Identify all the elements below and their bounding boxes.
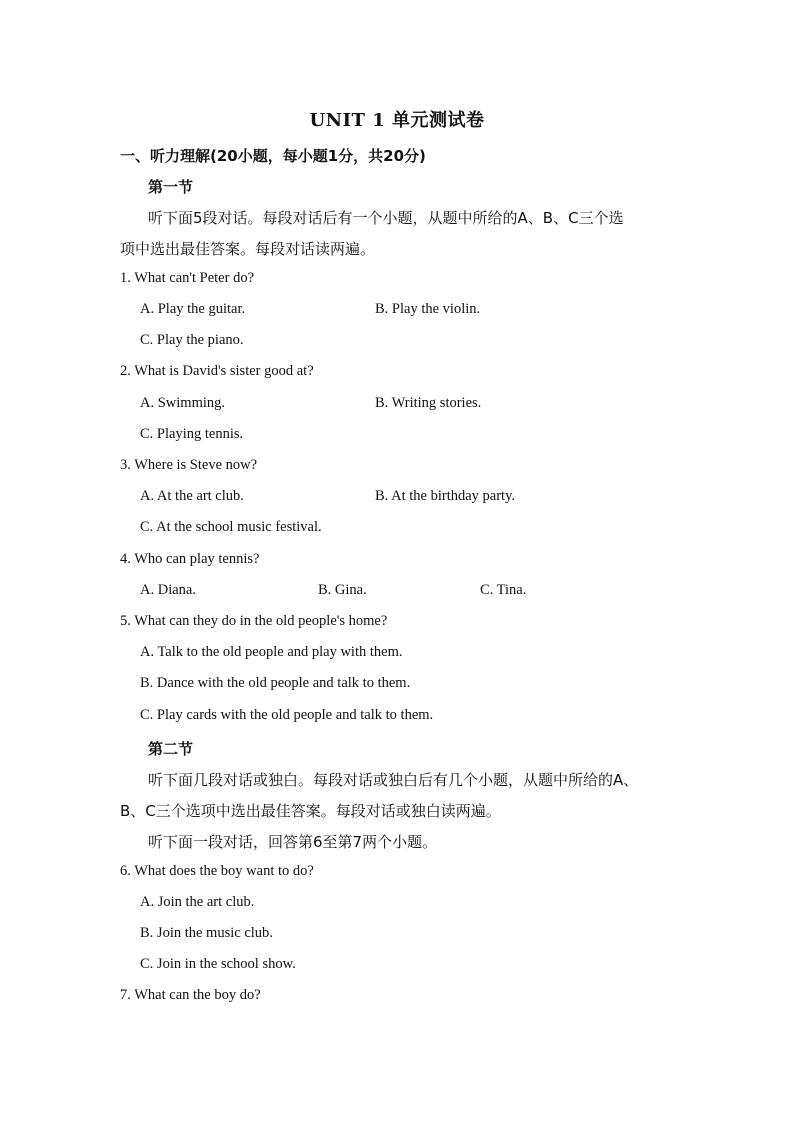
section1-heading: 第一节 <box>148 178 194 196</box>
q1-option-b: B. Play the violin. <box>375 301 481 317</box>
section1-instruction-line2: 项中选出最佳答案。每段对话读两遍。 <box>120 240 376 258</box>
section1-instruction-line1: 听下面5段对话。每段对话后有一个小题，从题中所给的A、B、C三个选 <box>148 209 624 227</box>
q2-option-a: A. Swimming. <box>140 395 225 411</box>
q6-option-b: B. Join the music club. <box>140 925 273 941</box>
q2-option-b: B. Writing stories. <box>375 395 482 411</box>
question-2: 2. What is David's sister good at? <box>120 363 314 379</box>
q4-option-b: B. Gina. <box>318 582 367 598</box>
page-title: UNIT 1 单元测试卷 <box>309 110 485 131</box>
section2-sub-instruction: 听下面一段对话，回答第6至第7两个小题。 <box>148 833 438 851</box>
section2-instruction-line1: 听下面几段对话或独白。每段对话或独白后有几个小题，从题中所给的A、 <box>148 771 639 789</box>
question-5: 5. What can they do in the old people's home? <box>120 613 388 629</box>
q4-option-a: A. Diana. <box>140 582 196 598</box>
q3-option-b: B. At the birthday party. <box>375 488 516 504</box>
q1-option-c: C. Play the piano. <box>140 332 244 348</box>
q4-option-c: C. Tina. <box>480 582 527 598</box>
q5-option-a: A. Talk to the old people and play with them. <box>140 644 403 660</box>
q6-option-a: A. Join the art club. <box>140 894 255 910</box>
section2-heading: 第二节 <box>148 740 194 758</box>
question-6: 6. What does the boy want to do? <box>120 863 314 879</box>
question-7: 7. What can the boy do? <box>120 987 261 1003</box>
q3-option-c: C. At the school music festival. <box>140 519 322 535</box>
question-3: 3. Where is Steve now? <box>120 457 258 473</box>
q3-option-a: A. At the art club. <box>140 488 244 504</box>
question-4: 4. Who can play tennis? <box>120 551 260 567</box>
question-1: 1. What can't Peter do? <box>120 270 255 286</box>
q2-option-c: C. Playing tennis. <box>140 426 244 442</box>
q5-option-b: B. Dance with the old people and talk to them. <box>140 675 411 691</box>
q5-option-c: C. Play cards with the old people and talk to them. <box>140 707 434 723</box>
q6-option-c: C. Join in the school show. <box>140 956 296 972</box>
q1-option-a: A. Play the guitar. <box>140 301 246 317</box>
part1-heading: 一、听力理解(20小题，每小题1分，共20分) <box>120 147 426 165</box>
section2-instruction-line2: B、C三个选项中选出最佳答案。每段对话或独白读两遍。 <box>120 802 501 820</box>
